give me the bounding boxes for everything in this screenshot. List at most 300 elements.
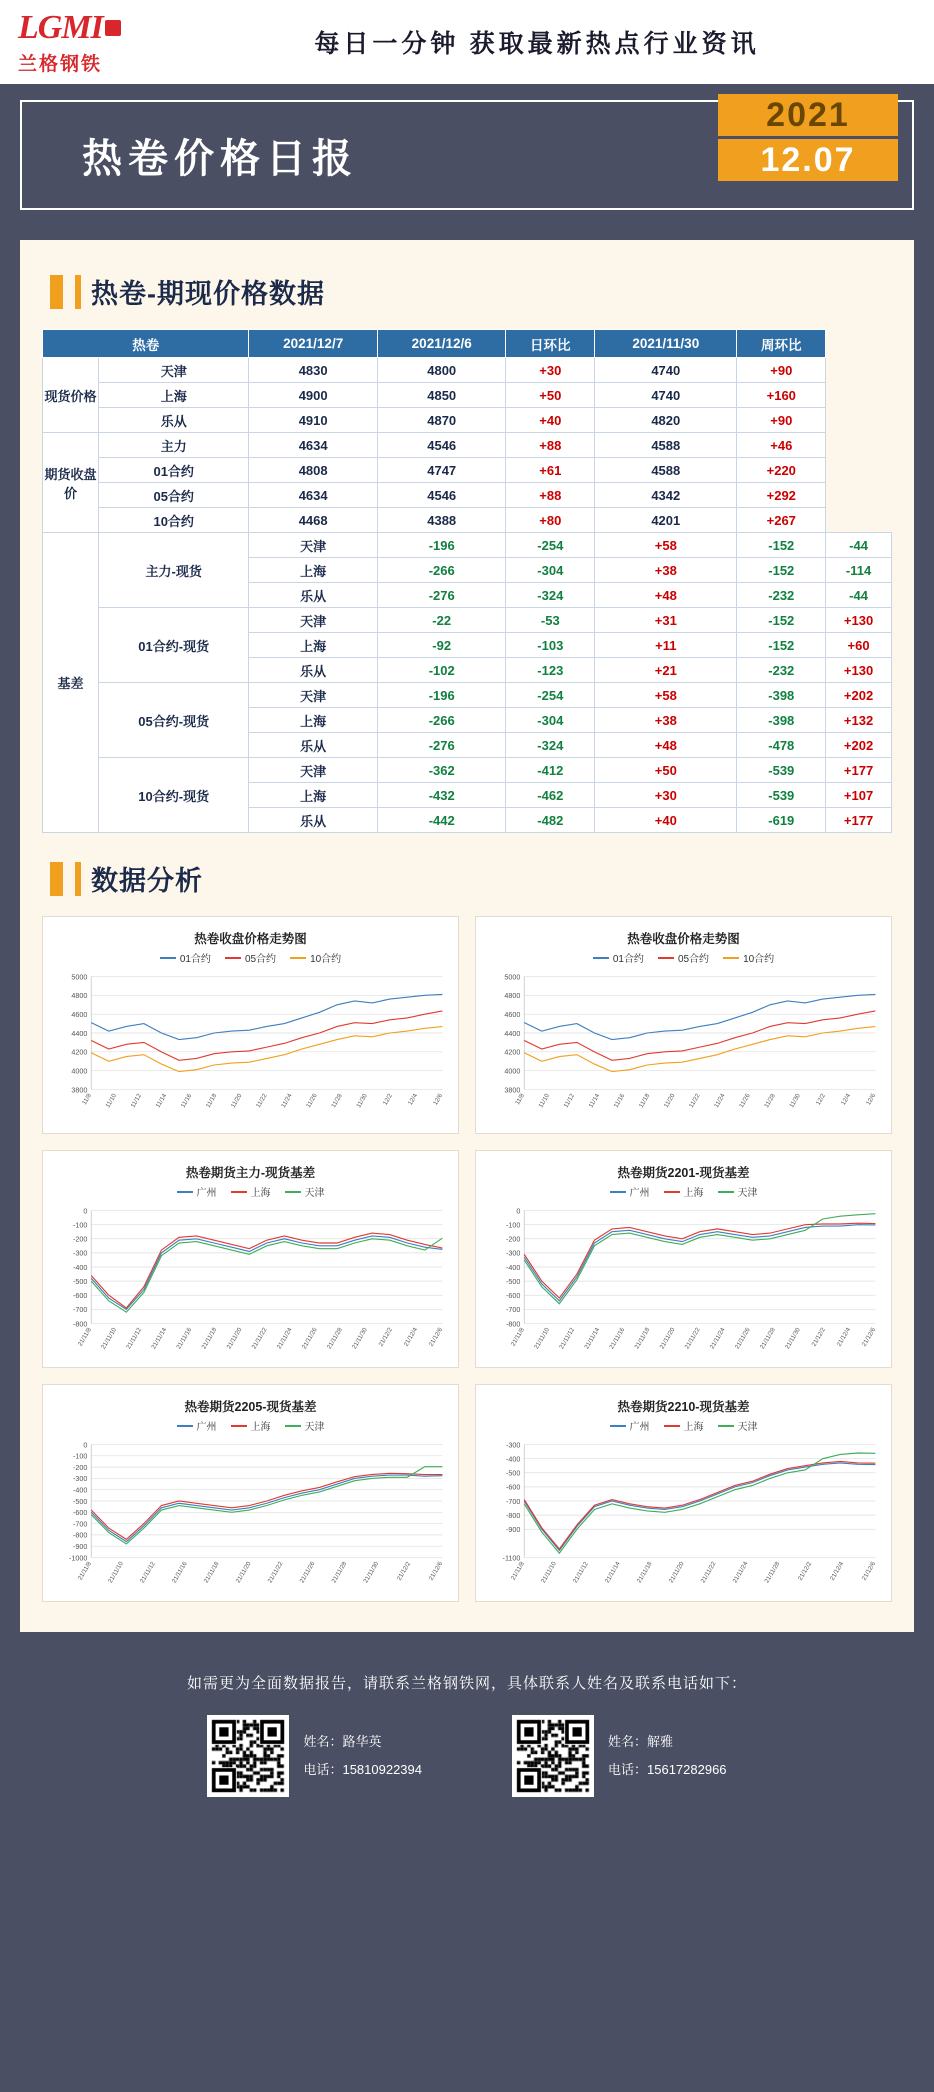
price-table-body	[43, 358, 892, 833]
table-cell: -44	[826, 533, 892, 558]
chart-plot	[482, 969, 885, 1129]
legend-item	[285, 1418, 325, 1433]
svg-text:21/12/2: 21/12/2	[796, 1560, 814, 1582]
legend-swatch	[225, 957, 241, 959]
svg-text:21/12/6: 21/12/6	[860, 1326, 878, 1348]
contact-phone: 电话：15810922394	[303, 1762, 422, 1777]
legend-label: 上海	[250, 1422, 271, 1433]
table-cell: +292	[737, 483, 826, 508]
table-subgroup-label: 主力-现货	[99, 533, 249, 608]
svg-text:21/11/30: 21/11/30	[783, 1326, 802, 1351]
svg-text:-200: -200	[73, 1235, 88, 1244]
svg-text:-800: -800	[506, 1320, 521, 1329]
svg-text:21/12/4: 21/12/4	[835, 1326, 853, 1348]
table-cell: +40	[595, 808, 737, 833]
svg-text:4400: 4400	[504, 1029, 521, 1038]
table-cell: -152	[737, 633, 826, 658]
svg-text:-200: -200	[73, 1463, 88, 1472]
svg-text:11/28: 11/28	[330, 1092, 344, 1109]
svg-text:5000: 5000	[71, 973, 88, 982]
chart-panel	[475, 916, 892, 1134]
table-cell: -462	[506, 783, 595, 808]
table-cell: 4546	[377, 483, 506, 508]
chart-title: 热卷期货主力-现货基差	[185, 1166, 316, 1180]
legend-item	[718, 1418, 758, 1433]
svg-text:21/11/26: 21/11/26	[298, 1560, 317, 1585]
svg-text:11/14: 11/14	[154, 1092, 169, 1109]
legend-swatch	[610, 1191, 626, 1193]
th-0: 热卷	[43, 330, 249, 358]
svg-text:4800: 4800	[71, 992, 88, 1001]
chart-series-line	[524, 1453, 875, 1553]
table-cell: -103	[506, 633, 595, 658]
svg-text:21/11/12: 21/11/12	[125, 1326, 144, 1351]
table-row-name: 乐从	[249, 733, 378, 758]
charts-grid	[42, 916, 892, 1602]
th-3: 日环比	[506, 330, 595, 358]
table-row-name: 天津	[99, 358, 249, 383]
svg-text:21/11/10: 21/11/10	[539, 1560, 558, 1585]
svg-text:12/4: 12/4	[406, 1092, 420, 1107]
svg-text:21/11/30: 21/11/30	[350, 1326, 369, 1351]
table-cell: +61	[506, 458, 595, 483]
legend-swatch	[290, 957, 306, 959]
table-cell: +38	[595, 558, 737, 583]
table-cell: +202	[826, 683, 892, 708]
table-group-label: 期货收盘价	[43, 433, 99, 533]
chart-legend	[482, 1418, 885, 1433]
svg-text:12/2: 12/2	[381, 1092, 394, 1107]
table-cell: -196	[377, 683, 506, 708]
svg-text:11/30: 11/30	[355, 1092, 369, 1109]
svg-text:21/11/28: 21/11/28	[763, 1560, 782, 1585]
legend-item	[610, 1418, 650, 1433]
svg-text:21/12/6: 21/12/6	[427, 1560, 445, 1582]
svg-text:-300: -300	[506, 1441, 521, 1450]
table-cell: +202	[826, 733, 892, 758]
svg-text:-600: -600	[506, 1483, 521, 1492]
date-badge	[718, 94, 898, 181]
svg-text:21/11/26: 21/11/26	[300, 1326, 319, 1351]
legend-label: 广州	[196, 1188, 217, 1199]
header-slogan: 每日一分钟 获取最新热点行业资讯	[314, 31, 760, 58]
svg-text:-400: -400	[506, 1263, 521, 1272]
svg-text:11/22: 11/22	[254, 1092, 269, 1109]
table-subgroup-label: 01合约-现货	[99, 608, 249, 683]
table-cell: +132	[826, 708, 892, 733]
table-cell: -254	[506, 533, 595, 558]
table-row-name: 上海	[249, 633, 378, 658]
legend-label: 01合约	[179, 954, 211, 965]
svg-text:21/12/4: 21/12/4	[828, 1560, 846, 1582]
chart-series-line	[91, 1238, 442, 1312]
svg-text:21/11/20: 21/11/20	[234, 1560, 253, 1585]
table-cell: -232	[737, 658, 826, 683]
table-cell: +88	[506, 433, 595, 458]
svg-text:4200: 4200	[504, 1048, 521, 1057]
table-row-name: 10合约	[99, 508, 249, 533]
table-cell: -276	[377, 733, 506, 758]
table-cell: -266	[377, 558, 506, 583]
table-row-name: 上海	[249, 783, 378, 808]
legend-swatch	[160, 957, 176, 959]
table-cell: -114	[826, 558, 892, 583]
contact-info	[608, 1728, 727, 1784]
svg-text:-400: -400	[73, 1263, 88, 1272]
logo-text: LGMI	[18, 8, 103, 46]
table-row-name: 天津	[249, 683, 378, 708]
table-row	[43, 508, 892, 533]
legend-swatch	[718, 1425, 734, 1427]
chart-legend	[49, 1418, 452, 1433]
legend-swatch	[658, 957, 674, 959]
table-cell: +90	[737, 408, 826, 433]
svg-text:21/11/22: 21/11/22	[266, 1560, 285, 1585]
th-2: 2021/12/6	[377, 330, 506, 358]
svg-text:21/12/2: 21/12/2	[377, 1326, 394, 1348]
svg-text:21/11/20: 21/11/20	[225, 1326, 244, 1351]
svg-text:21/11/8: 21/11/8	[76, 1326, 93, 1348]
content-card	[20, 240, 914, 1632]
svg-text:-600: -600	[73, 1509, 88, 1518]
table-cell: +50	[595, 758, 737, 783]
section-accent-bar-2	[50, 862, 63, 896]
table-cell: -442	[377, 808, 506, 833]
svg-text:21/11/28: 21/11/28	[325, 1326, 344, 1351]
table-cell: -152	[737, 558, 826, 583]
table-cell: -92	[377, 633, 506, 658]
table-cell: -324	[506, 733, 595, 758]
chart-series-line	[91, 1475, 442, 1542]
section-accent-bar	[50, 275, 63, 309]
table-cell: +160	[737, 383, 826, 408]
legend-label: 10合约	[743, 954, 775, 965]
table-cell: -276	[377, 583, 506, 608]
table-cell: 4342	[595, 483, 737, 508]
table-cell: 4870	[377, 408, 506, 433]
chart-series-line	[91, 1027, 442, 1072]
svg-text:21/11/10: 21/11/10	[106, 1560, 125, 1585]
legend-label: 天津	[737, 1188, 758, 1199]
legend-item	[285, 1184, 325, 1199]
svg-text:21/12/6: 21/12/6	[860, 1560, 878, 1582]
svg-text:11/22: 11/22	[687, 1092, 702, 1109]
legend-item	[664, 1184, 704, 1199]
table-cell: 4588	[595, 433, 737, 458]
svg-text:3800: 3800	[504, 1086, 521, 1095]
legend-item	[290, 950, 341, 965]
svg-text:-800: -800	[73, 1531, 88, 1540]
section-analysis-title	[50, 859, 892, 898]
svg-text:-200: -200	[506, 1235, 521, 1244]
th-1: 2021/12/7	[249, 330, 378, 358]
table-cell: -102	[377, 658, 506, 683]
svg-text:-400: -400	[506, 1455, 521, 1464]
table-cell: +58	[595, 683, 737, 708]
svg-text:-600: -600	[73, 1292, 88, 1301]
table-cell: -22	[377, 608, 506, 633]
table-cell: +40	[506, 408, 595, 433]
legend-label: 广州	[196, 1422, 217, 1433]
page-title: 热卷价格日报	[82, 135, 358, 181]
table-cell: -152	[737, 533, 826, 558]
legend-label: 05合约	[677, 954, 710, 965]
svg-text:21/11/18: 21/11/18	[202, 1560, 221, 1585]
svg-text:-900: -900	[73, 1543, 88, 1551]
chart-series-line	[91, 1473, 442, 1539]
table-cell: -53	[506, 608, 595, 633]
svg-text:4800: 4800	[504, 992, 521, 1001]
legend-item	[718, 1184, 758, 1199]
table-cell: -362	[377, 758, 506, 783]
qr-code-image	[512, 1715, 594, 1797]
table-cell: 4900	[249, 383, 378, 408]
svg-text:11/26: 11/26	[305, 1092, 319, 1109]
svg-text:-1100: -1100	[502, 1554, 521, 1563]
date-day: 12.07	[718, 139, 898, 181]
svg-text:21/11/12: 21/11/12	[138, 1560, 157, 1585]
legend-item	[593, 950, 644, 965]
chart-panel	[42, 1384, 459, 1602]
svg-text:-800: -800	[506, 1511, 521, 1520]
table-cell: 4388	[377, 508, 506, 533]
table-row	[43, 483, 892, 508]
svg-text:-300: -300	[506, 1249, 521, 1258]
table-cell: -324	[506, 583, 595, 608]
svg-text:12/4: 12/4	[839, 1092, 853, 1107]
chart-plot	[482, 1437, 885, 1597]
svg-text:4400: 4400	[71, 1029, 88, 1038]
svg-text:21/11/8: 21/11/8	[509, 1326, 526, 1348]
chart-plot	[49, 969, 452, 1129]
chart-plot	[49, 1437, 452, 1597]
svg-text:21/12/2: 21/12/2	[395, 1560, 413, 1582]
table-row-name: 乐从	[249, 658, 378, 683]
legend-item	[225, 950, 276, 965]
legend-item	[658, 950, 709, 965]
svg-text:11/12: 11/12	[562, 1092, 577, 1109]
svg-text:4000: 4000	[71, 1067, 88, 1076]
contact-name: 姓名：路华英	[303, 1734, 382, 1749]
table-cell: -482	[506, 808, 595, 833]
legend-label: 上海	[683, 1188, 704, 1199]
table-cell: +30	[506, 358, 595, 383]
table-cell: +30	[595, 783, 737, 808]
table-cell: +50	[506, 383, 595, 408]
table-cell: 4468	[249, 508, 378, 533]
section-price-data-title	[50, 272, 892, 311]
legend-item	[231, 1418, 271, 1433]
svg-text:-900: -900	[506, 1526, 521, 1535]
chart-panel	[42, 1150, 459, 1368]
table-header-row	[43, 330, 892, 358]
table-cell: 4747	[377, 458, 506, 483]
chart-legend	[49, 1184, 452, 1199]
svg-text:21/11/12: 21/11/12	[571, 1560, 590, 1585]
chart-series-line	[524, 1214, 875, 1304]
table-cell: +130	[826, 658, 892, 683]
table-cell: 4800	[377, 358, 506, 383]
table-cell: -619	[737, 808, 826, 833]
svg-text:11/20: 11/20	[229, 1092, 244, 1109]
table-cell: 4201	[595, 508, 737, 533]
chart-title: 热卷期货2210-现货基差	[617, 1400, 750, 1414]
svg-text:11/16: 11/16	[612, 1092, 627, 1109]
svg-text:11/24: 11/24	[279, 1092, 294, 1109]
table-row	[43, 683, 892, 708]
table-row	[43, 608, 892, 633]
svg-text:11/10: 11/10	[537, 1092, 552, 1109]
svg-text:21/11/22: 21/11/22	[250, 1326, 269, 1351]
contact-info	[303, 1728, 422, 1784]
table-cell: +88	[506, 483, 595, 508]
svg-text:12/6: 12/6	[864, 1092, 878, 1107]
table-cell: 4546	[377, 433, 506, 458]
chart-title: 热卷期货2205-现货基差	[184, 1400, 317, 1414]
legend-item	[664, 1418, 704, 1433]
table-row-name: 天津	[249, 758, 378, 783]
table-cell: -539	[737, 758, 826, 783]
chart-series-line	[524, 1011, 875, 1060]
logo-mark-icon	[105, 20, 121, 36]
table-cell: +11	[595, 633, 737, 658]
table-cell: +46	[737, 433, 826, 458]
svg-text:-700: -700	[506, 1497, 521, 1506]
table-subgroup-label: 05合约-现货	[99, 683, 249, 758]
table-cell: +220	[737, 458, 826, 483]
svg-text:21/11/28: 21/11/28	[330, 1560, 349, 1585]
chart-legend	[482, 1184, 885, 1199]
date-year: 2021	[718, 94, 898, 136]
legend-item	[177, 1184, 217, 1199]
table-row	[43, 383, 892, 408]
svg-text:11/8: 11/8	[81, 1092, 93, 1106]
table-cell: 4588	[595, 458, 737, 483]
legend-swatch	[610, 1425, 626, 1427]
chart-panel	[42, 916, 459, 1134]
svg-text:11/30: 11/30	[788, 1092, 802, 1109]
svg-text:11/8: 11/8	[514, 1092, 526, 1106]
table-row	[43, 758, 892, 783]
table-row-name: 天津	[249, 608, 378, 633]
svg-text:21/11/14: 21/11/14	[603, 1560, 622, 1585]
svg-text:21/11/18: 21/11/18	[200, 1326, 219, 1351]
table-cell: +48	[595, 583, 737, 608]
svg-text:-100: -100	[506, 1221, 521, 1230]
table-subgroup-label: 10合约-现货	[99, 758, 249, 833]
svg-text:-700: -700	[73, 1306, 88, 1315]
svg-text:-300: -300	[73, 1475, 88, 1484]
svg-text:4000: 4000	[504, 1067, 521, 1076]
svg-text:21/11/16: 21/11/16	[170, 1560, 189, 1585]
legend-swatch	[177, 1425, 193, 1427]
svg-text:0: 0	[83, 1207, 88, 1216]
svg-text:0: 0	[516, 1207, 521, 1216]
svg-text:21/11/24: 21/11/24	[731, 1560, 750, 1585]
svg-text:21/11/22: 21/11/22	[699, 1560, 718, 1585]
svg-text:21/11/20: 21/11/20	[667, 1560, 686, 1585]
svg-text:5000: 5000	[504, 973, 521, 982]
svg-text:11/26: 11/26	[738, 1092, 752, 1109]
svg-text:21/11/8: 21/11/8	[509, 1560, 526, 1582]
table-cell: +38	[595, 708, 737, 733]
legend-swatch	[723, 957, 739, 959]
svg-text:-600: -600	[506, 1292, 521, 1301]
svg-text:21/11/26: 21/11/26	[733, 1326, 752, 1351]
svg-text:21/11/16: 21/11/16	[608, 1326, 627, 1351]
table-row-name: 上海	[249, 708, 378, 733]
table-cell: +107	[826, 783, 892, 808]
svg-text:21/11/10: 21/11/10	[533, 1326, 552, 1351]
price-table	[42, 329, 892, 833]
table-cell: +48	[595, 733, 737, 758]
svg-text:-400: -400	[73, 1486, 88, 1495]
table-row	[43, 533, 892, 558]
svg-text:11/18: 11/18	[204, 1092, 219, 1109]
table-cell: 4910	[249, 408, 378, 433]
table-cell: 4634	[249, 483, 378, 508]
svg-text:21/11/18: 21/11/18	[633, 1326, 652, 1351]
table-row-name: 05合约	[99, 483, 249, 508]
legend-swatch	[593, 957, 609, 959]
table-cell: +267	[737, 508, 826, 533]
legend-swatch	[664, 1425, 680, 1427]
svg-text:-500: -500	[73, 1497, 88, 1506]
svg-text:0: 0	[83, 1441, 88, 1450]
svg-text:21/11/20: 21/11/20	[658, 1326, 677, 1351]
contact-name: 姓名：解雅	[608, 1734, 674, 1749]
legend-swatch	[664, 1191, 680, 1193]
table-cell: -232	[737, 583, 826, 608]
svg-text:21/11/8: 21/11/8	[76, 1560, 93, 1582]
legend-swatch	[231, 1191, 247, 1193]
table-cell: +177	[826, 808, 892, 833]
svg-text:-100: -100	[73, 1452, 88, 1461]
brand-logo	[18, 9, 168, 76]
section-title-text-2: 数据分析	[91, 866, 203, 896]
contact-card	[512, 1715, 727, 1797]
table-cell: -412	[506, 758, 595, 783]
legend-label: 天津	[304, 1188, 325, 1199]
legend-item	[231, 1184, 271, 1199]
table-row-name: 乐从	[249, 808, 378, 833]
section-accent-bar-small-2	[75, 862, 81, 896]
table-cell: -44	[826, 583, 892, 608]
svg-text:21/12/6: 21/12/6	[427, 1326, 445, 1348]
table-cell: +80	[506, 508, 595, 533]
table-cell: +58	[595, 533, 737, 558]
svg-text:-500: -500	[506, 1277, 521, 1286]
chart-panel	[475, 1384, 892, 1602]
svg-text:21/11/18: 21/11/18	[635, 1560, 654, 1585]
logo-chinese-name: 兰格钢铁	[18, 53, 103, 75]
table-cell: -152	[737, 608, 826, 633]
legend-item	[177, 1418, 217, 1433]
qr-code-image	[207, 1715, 289, 1797]
table-cell: +60	[826, 633, 892, 658]
chart-series-line	[91, 1011, 442, 1060]
svg-text:4600: 4600	[71, 1011, 88, 1019]
table-row	[43, 358, 892, 383]
table-group-label: 基差	[43, 533, 99, 833]
table-cell: 4820	[595, 408, 737, 433]
svg-text:11/28: 11/28	[763, 1092, 777, 1109]
svg-text:21/11/30: 21/11/30	[362, 1560, 381, 1585]
svg-text:21/12/4: 21/12/4	[402, 1326, 420, 1348]
svg-text:21/11/14: 21/11/14	[150, 1326, 169, 1351]
table-cell: 4830	[249, 358, 378, 383]
table-cell: +177	[826, 758, 892, 783]
